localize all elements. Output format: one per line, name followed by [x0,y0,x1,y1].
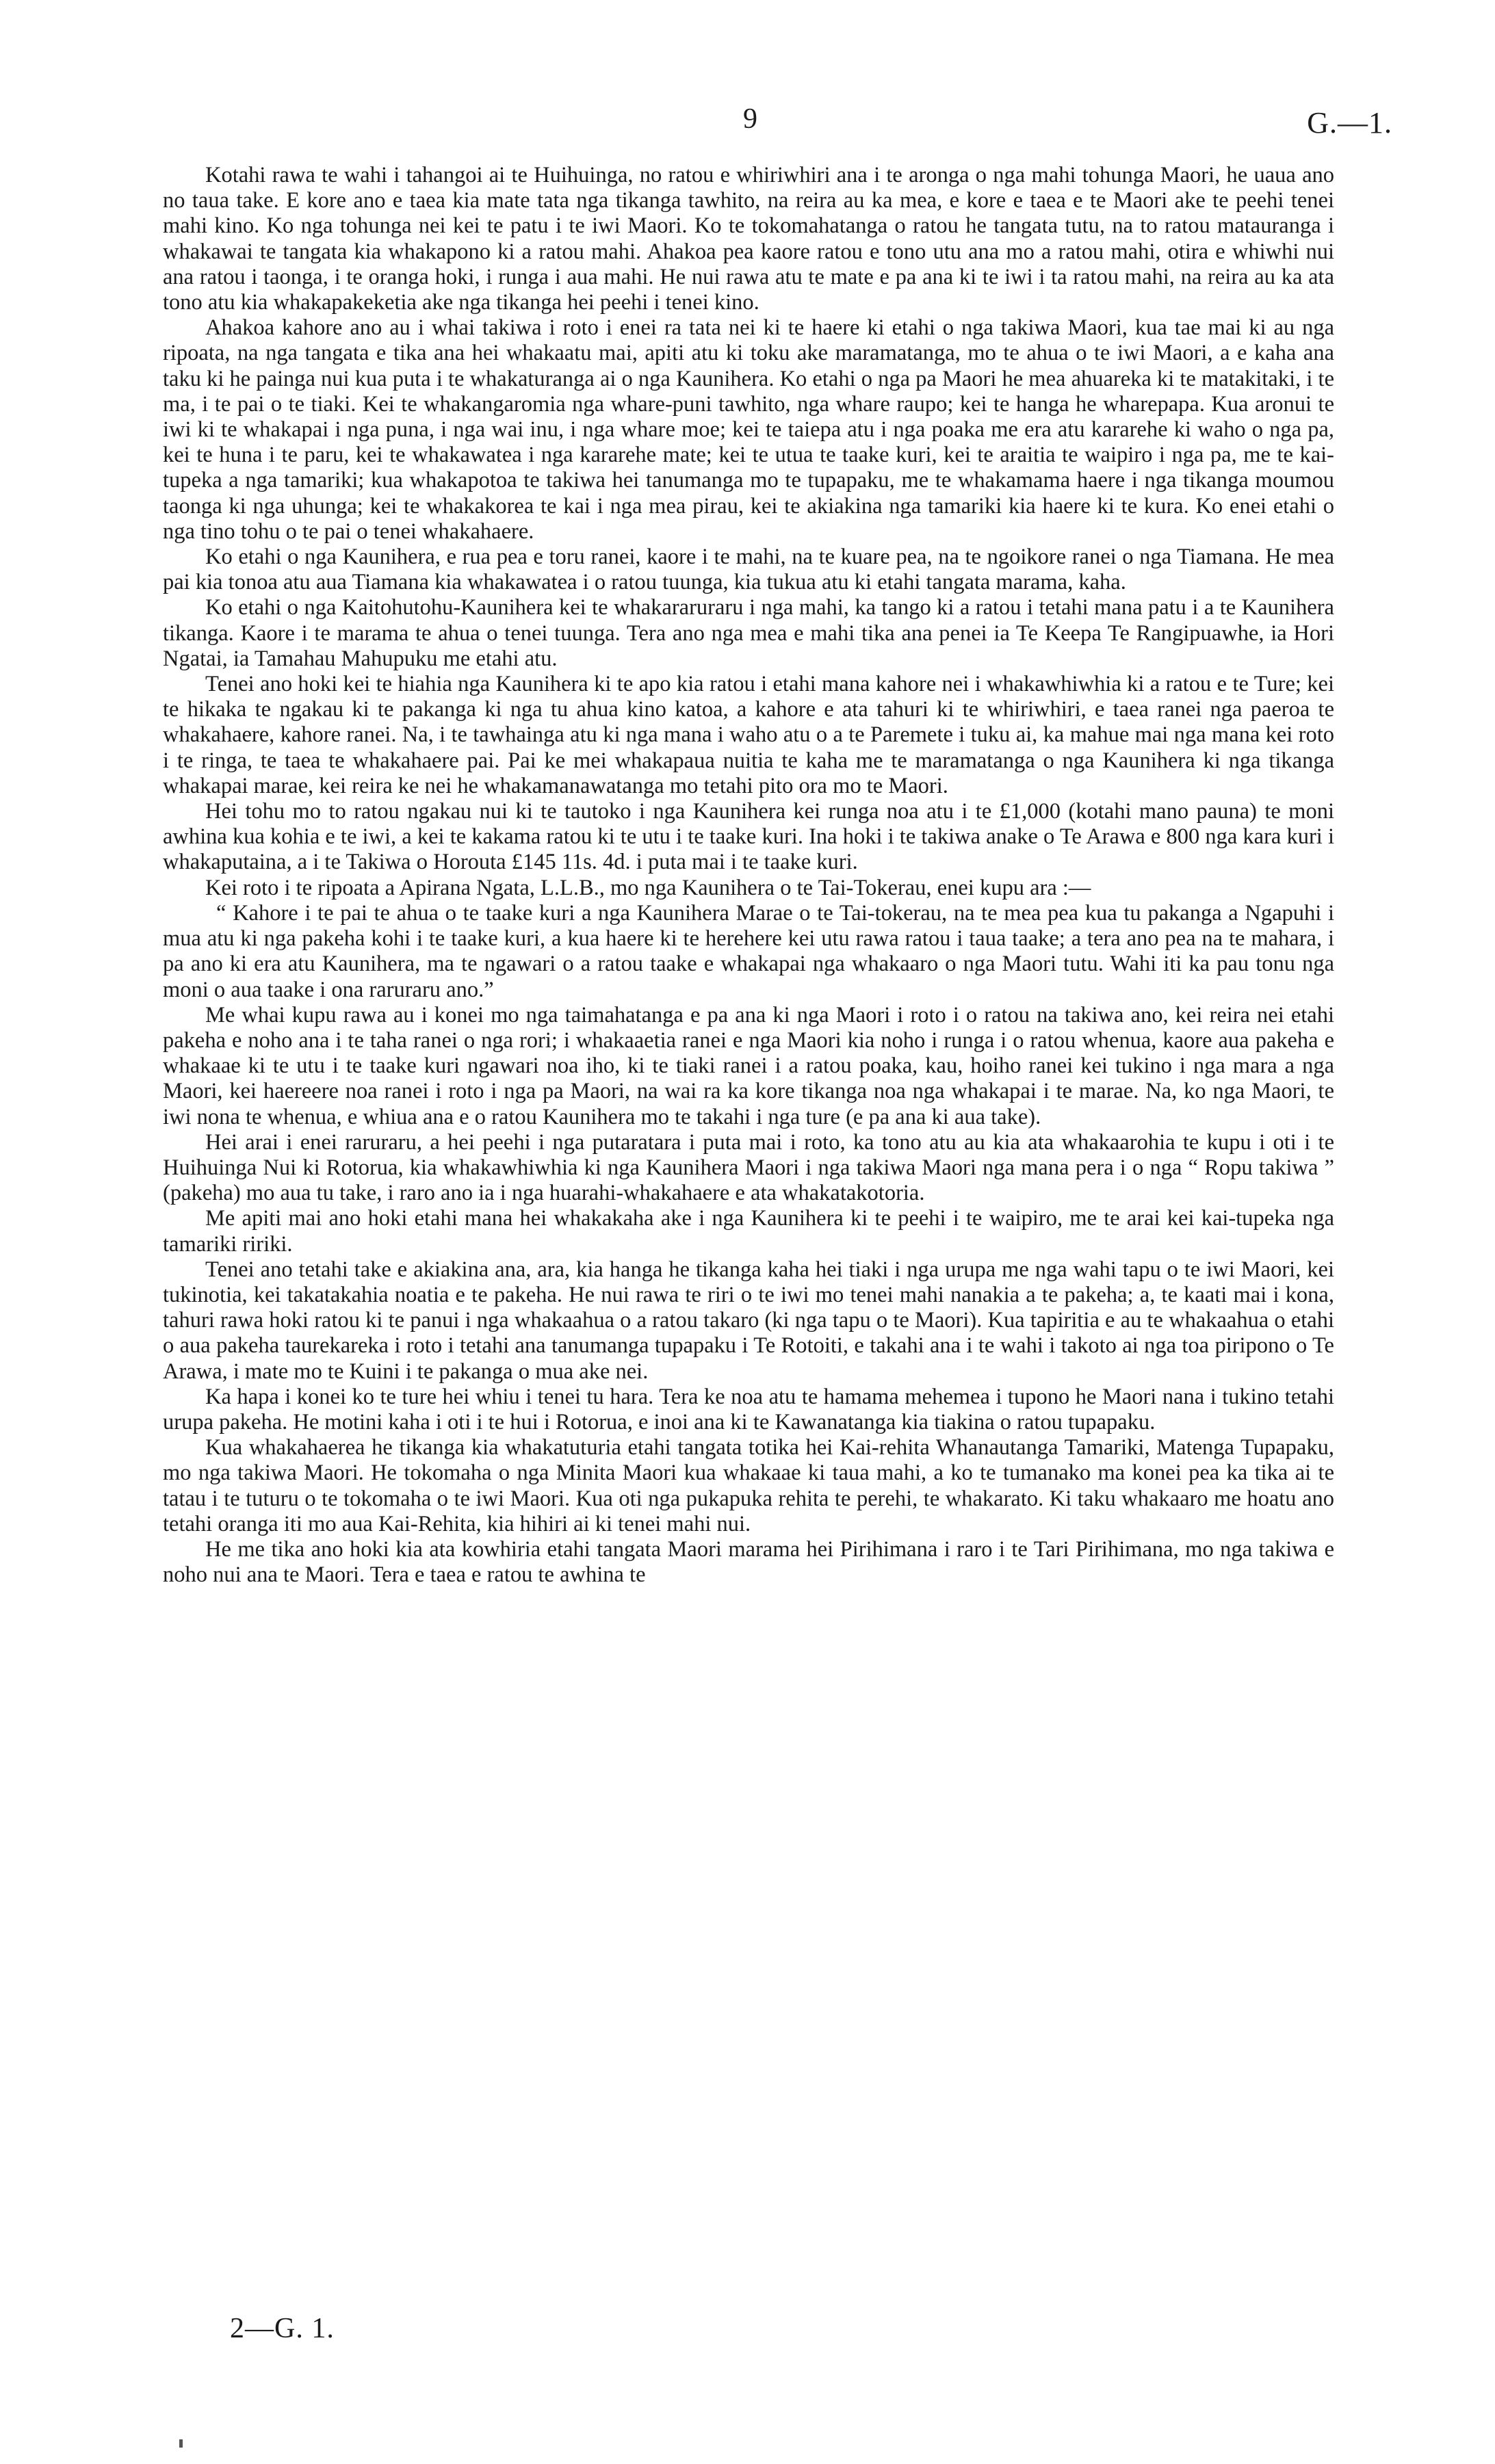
scan-mark [179,2439,183,2448]
paragraph: Ka hapa i konei ko te ture hei whiu i tenei tu hara. Tera ke noa atu te hamama mehemea i tupono he Maori nana i tukino tetahi urupa pakeha. He motini kaha i oti i te hui i Rotorua, e inoi ana ki te Kawanatanga kia tiakina o ratou tupapaku. [163,1384,1334,1434]
paragraph: Kei roto i te ripoata a Apirana Ngata, L.L.B., mo nga Kaunihera o te Tai-Tokerau, enei kupu ara :— [205,875,1091,900]
paragraph: Kua whakahaerea he tikanga kia whakatuturia etahi tangata totika hei Kai-rehita Whanautanga Tamariki, Matenga Tupapaku, mo nga takiwa Maori. He tokomaha o nga Minita Maori kua whakaae ki taua mahi, a ko te tumanako ma konei pea ka tika ai te tatau i te tuturu o te tokomaha o te iwi Maori. Kua oti nga pukapuka rehita te perehi, te whakarato. Ki taku whakaaro me hoatu ano tetahi oranga iti mo aua Kai-Rehita, kia hihiri ai ki tenei mahi nui. [163,1435,1334,1536]
paragraph: Ko etahi o nga Kaunihera, e rua pea e toru ranei, kaore i te mahi, na te kuare pea, na te ngoikore ranei o nga Tiamana. He mea pai kia tonoa atu aua Tiamana kia whakawatea i o ratou tuunga, kia tukua atu ki etahi tangata marama, kaha. [163,545,1334,595]
paragraph: “ Kahore i te pai te ahua o te taake kuri a nga Kaunihera Marae o te Tai-tokerau, na te mea pea kua tu pakanga a Ngapuhi i mua atu ki nga pakeha kohi i te taake kuri, a kua haere ki te herehere kei utu rawa ratou i taua taake; a tera ano pea na te mahara, i pa ano ki era atu Kaunihera, ma te ngawari o a ratou taake e whakapai nga whakaaro o nga Maori tutu. Wahi iti ka pau tonu nga moni o aua taake i ona raruraru ano.” [163,900,1334,1002]
paragraph: Hei arai i enei raruraru, a hei peehi i nga putaratara i puta mai i roto, ka tono atu au kia ata whakaarohia te kupu i oti i te Huihuinga Nui ki Rotorua, kia whakawhiwhia ki nga Kaunihera Maori i nga takiwa Maori nga mana pera i o nga “ Ropu takiwa ” (pakeha) mo aua tu take, i raro ano ia i nga huarahi-whakahaere e ata whakatakotoria. [163,1129,1334,1206]
paragraph: Kotahi rawa te wahi i tahangoi ai te Huihuinga, no ratou e whiriwhiri ana i te aronga o nga mahi tohunga Maori, he uaua ano no taua take. E kore ano e taea kia mate tata nga tikanga tawhito, na reira au ka mea, e kore e taea e te Maori ake te peehi tenei mahi kino. Ko nga tohunga nei kei te patu i te iwi Maori. Ko te tokomahatanga o ratou he tangata tutu, na to ratou matauranga i whakawai te tangata kia whakapono ki a ratou mahi. Ahakoa pea kaore ratou e tono utu ana mo a ratou mahi, otira e whiwhi nui ana ratou i taonga, i te oranga hoki, i runga i aua mahi. He nui rawa atu te mate e pa ana ki te iwi i ta ratou mahi, na reira au ka ata tono atu kia whakapakeketia ake nga tikanga hei peehi i tenei kino. [163,163,1334,315]
paragraph: Me apiti mai ano hoki etahi mana hei whakakaha ake i nga Kaunihera ki te peehi i te waipiro, me te arai kei kai-tupeka nga tamariki ririki. [163,1206,1334,1257]
paragraph: Me whai kupu rawa au i konei mo nga taimahatanga e pa ana ki nga Maori i roto i o ratou na takiwa ano, kei reira nei etahi pakeha e noho ana i te taha ranei o nga rori; i whakaaetia ranei e nga Maori kia noho i runga i o ratou whenua, kaore aua pakeha e whakaae ki te utu i te taake kuri ngawari noa iho, ki te tiaki ranei i a ratou poaka, kau, hoiho ranei kei tukino i nga mara a nga Maori, kei haereere noa ranei i roto i nga pa Maori, na wai ra ka kore tikanga noa nga whakapai i te marae. Na, ko nga Maori, te iwi nona te whenua, e whiua ana e o ratou Kaunihera mo te takahi i nga ture (e pa ana ki aua take). [163,1002,1334,1129]
document-reference: G.—1. [1307,106,1392,140]
page-number: 9 [743,103,757,135]
body-text [163,163,1334,1588]
paragraph: Ahakoa kahore ano au i whai takiwa i roto i enei ra tata nei ki te haere ki etahi o nga takiwa Maori, kua tae mai ki au nga ripoata, na nga tangata e tika ana hei whakaatu mai, apiti atu ki toku ake maramatanga, mo te ahua o te iwi Maori, a e kaha ana taku ki he painga nui kua puta i te whakaturanga ai o nga Kaunihera. Ko etahi o nga pa Maori he mea ahuareka ki te matakitaki, i te ma, i te pai o te tiaki. Kei te whakangaromia nga whare-puni tawhito, nga whare raupo; kei te hanga he wharepapa. Kua aronui te iwi ki te whakapai i nga puna, i nga wai inu, i nga whare moe; kei te taiepa atu i nga poaka me era atu kararehe ki waho o nga pa, kei te huna i te paru, kei te whakawatea i nga kararehe mate; kei te utua te taake kuri, kei te araitia te waipiro i nga pa, me te kai-tupeka a nga tamariki; kua whakapotoa te takiwa hei tanumanga mo te tupapaku, me te whakamama haere i nga tikanga moumou taonga ki nga uhunga; kei te whakakorea te kai i nga mea pirau, kei te akiakina nga tamariki kia haere ki te kura. Ko enei etahi o nga tino tohu o te pai o tenei whakahaere. [163,315,1334,544]
paragraph: Hei tohu mo to ratou ngakau nui ki te tautoko i nga Kaunihera kei runga noa atu i te £1,000 (kotahi mano pauna) te moni awhina kua kohia e te iwi, a kei te kakama ratou ki te utu i te taake kuri. Ina hoki i te takiwa anake o Te Arawa e 800 nga kara kuri i whakaputaina, a i te Takiwa o Horouta £145 11s. 4d. i puta mai i te taake kuri. [163,799,1334,875]
page-header [0,103,1495,144]
paragraph: Ko etahi o nga Kaitohutohu-Kaunihera kei te whakararuraru i nga mahi, ka tango ki a ratou i tetahi mana patu i a te Kaunihera tikanga. Kaore i te marama te ahua o tenei tuunga. Tera ano nga mea e mahi tika ana penei ia Te Keepa Te Rangipuawhe, ia Hori Ngatai, ia Tamahau Mahupuku me etahi atu. [163,595,1334,671]
printer-signature: 2—G. 1. [230,2313,335,2344]
paragraph: He me tika ano hoki kia ata kowhiria etahi tangata Maori marama hei Pirihimana i raro i te Tari Pirihimana, mo nga takiwa e noho nui ana te Maori. Tera e taea e ratou te awhina te [163,1536,1334,1588]
paragraph: Tenei ano tetahi take e akiakina ana, ara, kia hanga he tikanga kaha hei tiaki i nga urupa me nga wahi tapu o te iwi Maori, kei tukinotia, kei takatakahia noatia e te pakeha. He nui rawa te riri o te iwi mo tenei mahi nanakia a te pakeha; a, te kaati mai i kona, tahuri rawa hoki ratou ki te panui i nga whakaahua o a ratou takaro (ki nga tapu o te Maori). Kua tapiritia e au te whakaahua o etahi o aua pakeha taurekareka i roto i tetahi ana tanumanga tupapaku i Te Rotoiti, e takahi ana i te wahi i takoto ai nga toa piripono o Te Arawa, i mate mo te Kuini i te pakanga o mua ake nei. [163,1257,1334,1384]
paragraph: Tenei ano hoki kei te hiahia nga Kaunihera ki te apo kia ratou i etahi mana kahore nei i whakawhiwhia ki a ratou e te Ture; kei te hikaka te ngakau ki te pakanga ki nga tu ahua kino katoa, a kahore e ata tahuri ki te whiriwhiri, e taea ranei nga paeroa te whakahaere, kahore ranei. Na, i te tawhainga atu ki nga mana i waho atu o a te Paremete i tuku ai, ka mahue mai nga mana kei roto i te ringa, te taea te whakahaere pai. Pai ke mei whakapaua nuitia te kaha me te maramatanga o nga Kaunihera ki nga tikanga whakapai marae, kei reira ke nei he whakamanawatanga mo tetahi pito ora mo te Maori. [163,672,1334,798]
